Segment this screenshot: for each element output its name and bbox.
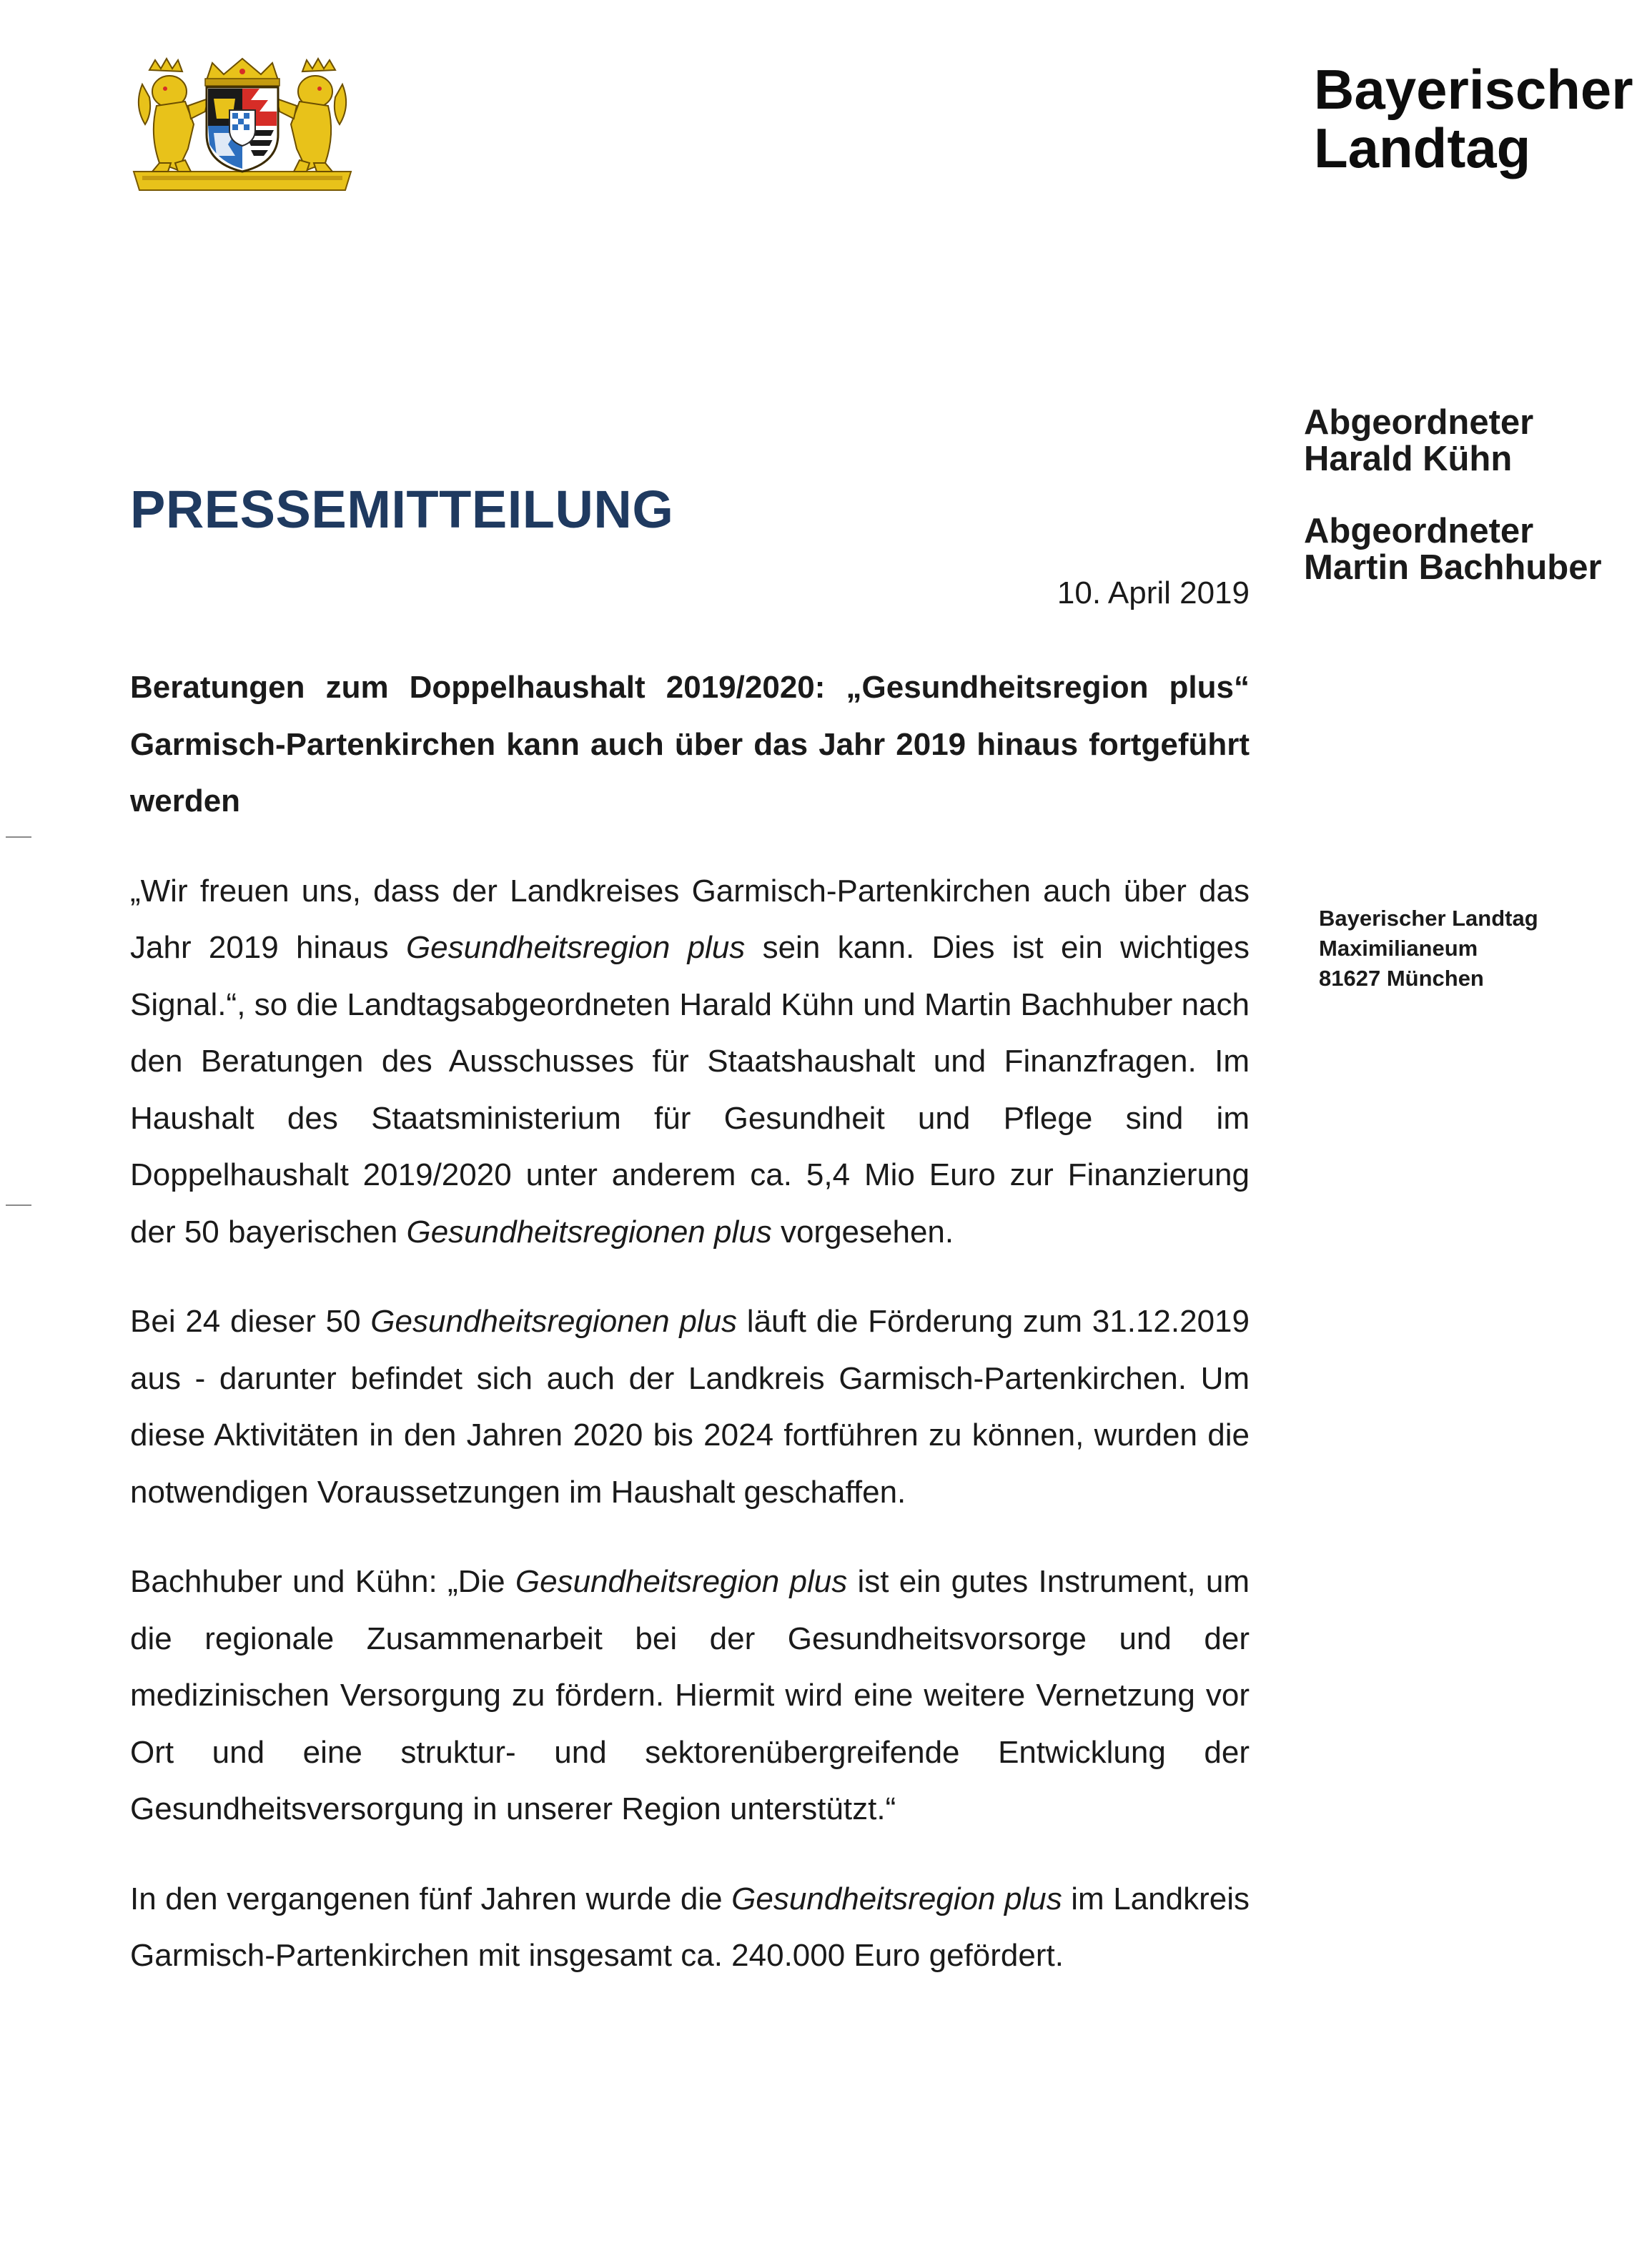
paragraph-3 [130, 1553, 1250, 1838]
press-release-body [130, 659, 1250, 2017]
paragraph-text: Bachhuber und Kühn: „Die [130, 1564, 515, 1599]
paragraph-1 [130, 863, 1250, 1261]
brand-line-1: Bayerischer [1314, 58, 1633, 121]
paragraph-italic-text: Gesundheitsregionen plus [406, 1214, 772, 1250]
paragraph-text: Bei 24 dieser 50 [130, 1304, 371, 1339]
deputy-role: Abgeordneter [1304, 512, 1534, 550]
address-line-1: Bayerischer Landtag [1319, 906, 1538, 931]
deputy-2 [1304, 513, 1602, 586]
paragraph-italic-text: Gesundheitsregion plus [515, 1564, 848, 1599]
address-block [1319, 904, 1538, 994]
paragraph-4 [130, 1871, 1250, 1984]
deputy-name: Martin Bachhuber [1304, 548, 1602, 587]
paragraph-text: läuft die Förderung zum 31.12.2019 aus - darunter befindet sich auch der Landkreis Garmisch-Partenkirchen. Um diese Aktivitäten in den Jahren 2020 bis 2024 fortführen zu können, wurden die notwendigen Voraussetzungen im Haushalt geschaffen. [130, 1304, 1250, 1510]
paragraph-italic-text: Gesundheitsregion plus [731, 1881, 1062, 1916]
address-line-3: 81627 München [1319, 966, 1484, 991]
fold-mark-top [6, 836, 31, 838]
paragraph-2 [130, 1293, 1250, 1520]
paragraph-text: In den vergangenen fünf Jahren wurde die [130, 1881, 732, 1916]
paragraph-italic-text: Gesundheitsregion plus [405, 930, 746, 965]
deputy-role: Abgeordneter [1304, 403, 1534, 442]
deputies-block [1304, 405, 1602, 622]
bavarian-coat-of-arms-logo [127, 56, 357, 196]
paragraph-italic-text: Gesundheitsregionen plus [370, 1304, 738, 1339]
brand-wordmark [1314, 60, 1633, 177]
paragraph-text: sein kann. Dies ist ein wichtiges Signal.“, so die Landtagsabgeordneten Harald Kühn und Martin Bachhuber nach den Beratungen des Ausschusses für Staatshaushalt und Finanzfragen. Im Haushalt des Staatsministerium für Gesundheit und Pflege sind im Doppelhaushalt 2019/2020 unter anderem ca. 5,4 Mio Euro zur Finanzierung der 50 bayerischen [130, 930, 1250, 1250]
paragraph-text: ist ein gutes Instrument, um die regionale Zusammenarbeit bei der Gesundheitsvorsorge und der medizinischen Versorgung zu fördern. Hiermit wird eine weitere Vernetzung vor Ort und eine struktur- und sektorenübergreifende Entwicklung der Gesundheitsversorgung in unserer Region unterstützt.“ [130, 1564, 1250, 1826]
document-title: PRESSEMITTEILUNG [130, 480, 674, 539]
deputy-name: Harald Kühn [1304, 440, 1513, 478]
address-line-2: Maximilianeum [1319, 936, 1478, 961]
headline: Beratungen zum Doppelhaushalt 2019/2020: „Gesundheitsregion plus“ Garmisch-Partenkirchen kann auch über das Jahr 2019 hinaus fortgeführt werden [130, 670, 1250, 818]
fold-mark-middle [6, 1204, 31, 1206]
paragraph-text: im Landkreis Garmisch-Partenkirchen mit insgesamt ca. 240.000 Euro gefördert. [130, 1881, 1250, 1973]
paragraph-text: „Wir freuen uns, dass der Landkreises Garmisch-Partenkirchen auch über das Jahr 2019 hinaus [130, 873, 1250, 965]
document-date: 10. April 2019 [1057, 575, 1250, 610]
brand-line-2: Landtag [1314, 117, 1531, 179]
deputy-1 [1304, 405, 1602, 478]
paragraph-text: vorgesehen. [771, 1214, 954, 1250]
